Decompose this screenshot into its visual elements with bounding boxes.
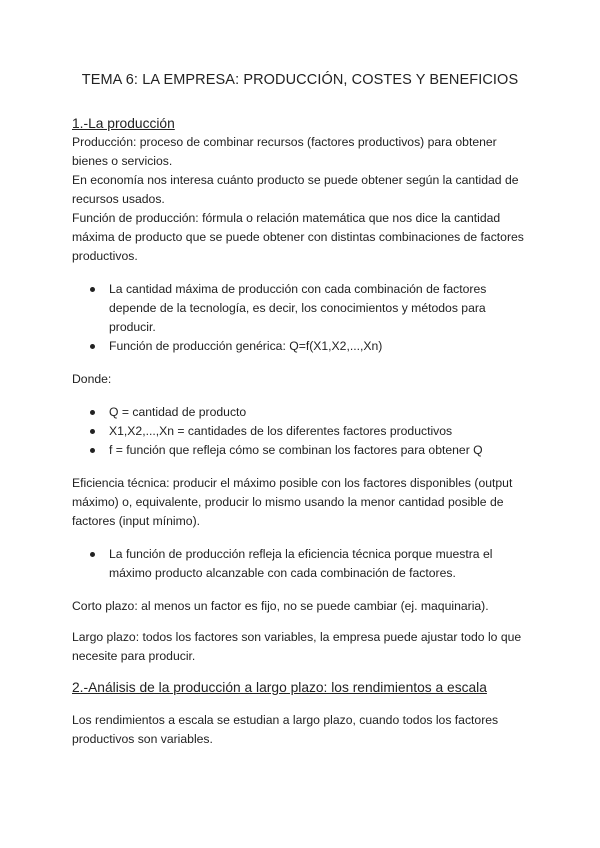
- list-item: f = función que refleja cómo se combinan los factores para obtener Q: [72, 441, 530, 460]
- bullet-list-3: [72, 545, 530, 583]
- paragraph-funcion-produccion: Función de producción: fórmula o relación matemática que nos dice la cantidad máxima de producto que se puede obtener con distintas combinaciones de factores productivos.: [72, 211, 524, 263]
- paragraph-produccion: Producción: proceso de combinar recursos (factores productivos) para obtener bienes o servicios.: [72, 135, 497, 168]
- paragraph-rendimientos: Los rendimientos a escala se estudian a largo plazo, cuando todos los factores productivos son variables.: [72, 713, 499, 746]
- list-item: La función de producción refleja la eficiencia técnica porque muestra el máximo producto alcanzable con cada combinación de factores.: [72, 545, 530, 583]
- paragraph-largo-plazo: Largo plazo: todos los factores son variables, la empresa puede ajustar todo lo que necesite para producir.: [72, 630, 522, 663]
- paragraph-corto-plazo: Corto plazo: al menos un factor es fijo, no se puede cambiar (ej. maquinaria).: [72, 599, 489, 613]
- bullet-list-2: [72, 403, 530, 460]
- list-item: Función de producción genérica: Q=f(X1,X2,...,Xn): [72, 337, 530, 356]
- paragraph-economia: En economía nos interesa cuánto producto se puede obtener según la cantidad de recursos usados.: [72, 173, 519, 206]
- paragraph-eficiencia: Eficiencia técnica: producir el máximo posible con los factores disponibles (output máximo) o, equivalente, producir lo mismo usando la menor cantidad posible de factores (input mínimo).: [72, 476, 513, 528]
- paragraph-donde: Donde:: [72, 372, 112, 386]
- section-1-heading: 1.-La producción: [72, 116, 175, 131]
- bullet-list-1: [72, 280, 530, 356]
- list-item: La cantidad máxima de producción con cada combinación de factores depende de la tecnología, es decir, los conocimientos y métodos para producir.: [72, 280, 530, 337]
- list-item: X1,X2,...,Xn = cantidades de los diferentes factores productivos: [72, 422, 530, 441]
- list-item: Q = cantidad de producto: [72, 403, 530, 422]
- document-body: [72, 114, 530, 749]
- document-title: TEMA 6: LA EMPRESA: PRODUCCIÓN, COSTES Y BENEFICIOS: [81, 72, 519, 88]
- section-2-heading: 2.-Análisis de la producción a largo plazo: los rendimientos a escala: [72, 680, 487, 695]
